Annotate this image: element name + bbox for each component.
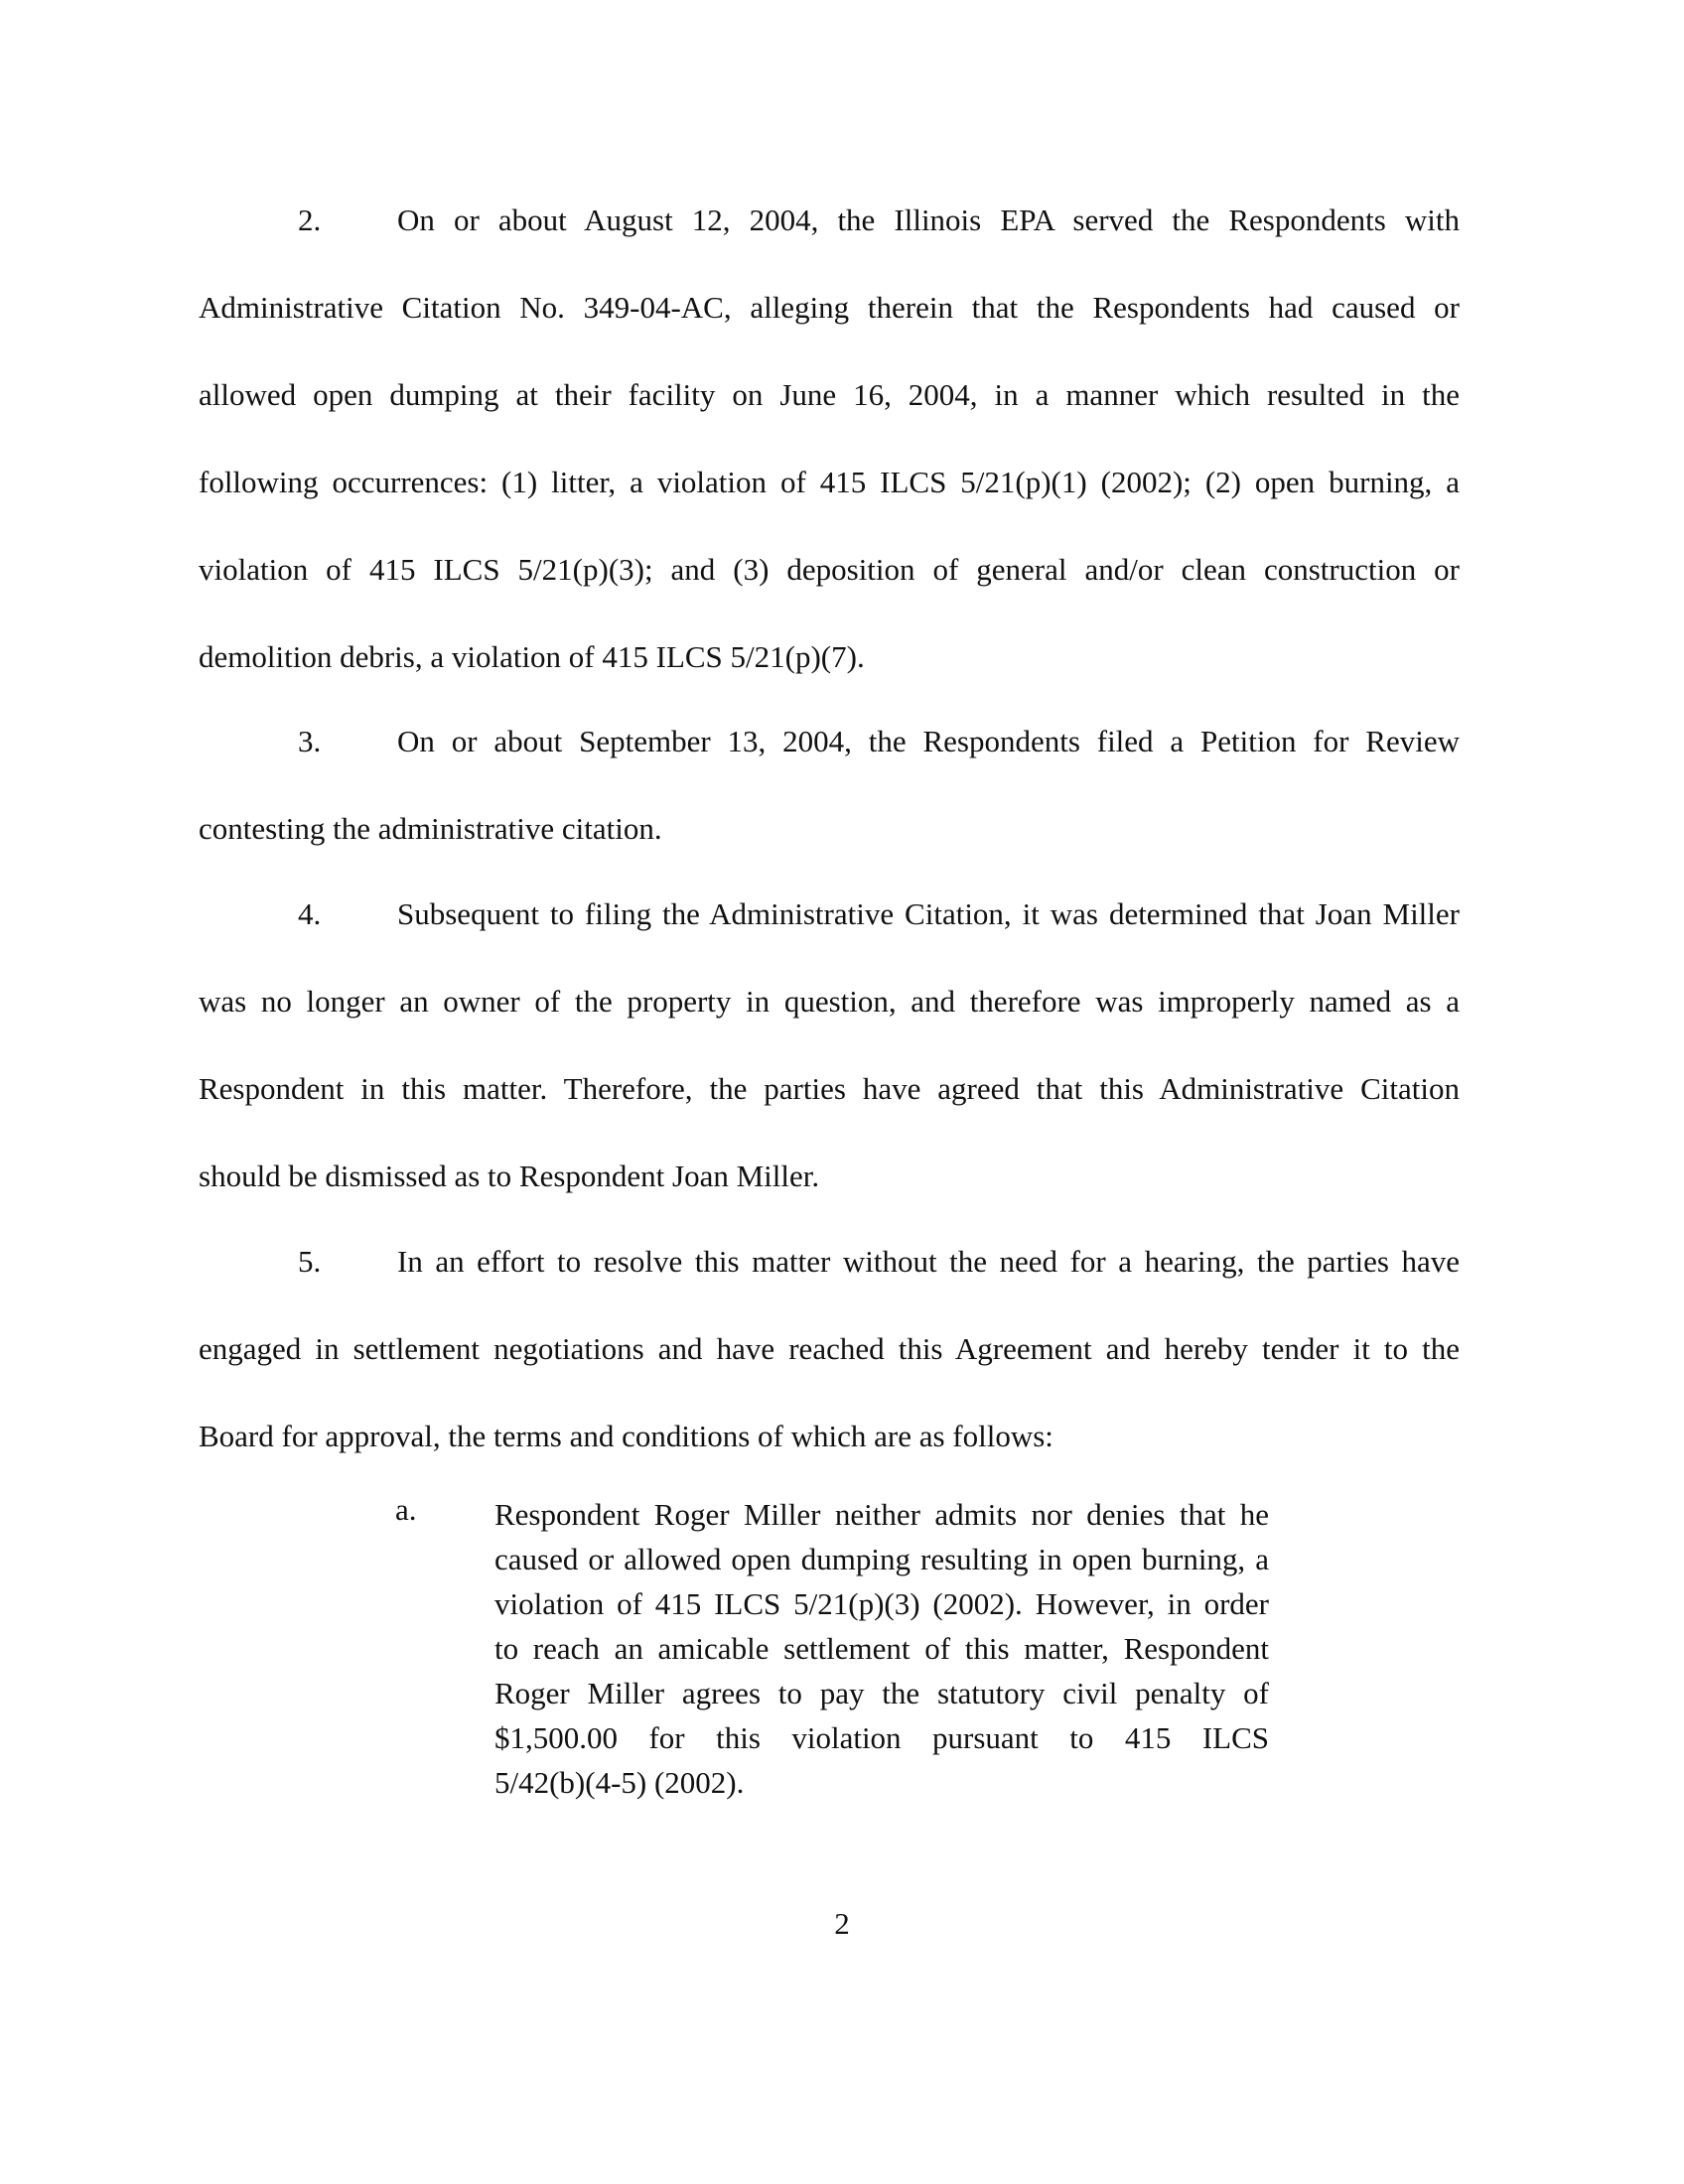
subitem-line: caused or allowed open dumping resulting in open burning, a: [494, 1542, 1269, 1576]
paragraph-line: Respondent in this matter. Therefore, the parties have agreed that this Administrative Citation: [199, 1071, 1460, 1106]
paragraph-line: demolition debris, a violation of 415 ILCS 5/21(p)(7).: [199, 639, 865, 674]
paragraph-line: violation of 415 ILCS 5/21(p)(3); and (3) deposition of general and/or clean construction or: [199, 552, 1460, 587]
paragraph-number: 3.: [298, 724, 322, 758]
paragraph-4: [199, 871, 1460, 1220]
subitem-line: $1,500.00 for this violation pursuant to 415 ILCS: [494, 1720, 1269, 1755]
paragraph-number: 4.: [298, 896, 322, 931]
paragraph-5: [199, 1218, 1460, 1480]
subitem-line: 5/42(b)(4-5) (2002).: [494, 1765, 745, 1800]
paragraph-line: 4. Subsequent to filing the Administrative Citation, it was determined that Joan Miller: [199, 871, 1460, 958]
paragraph-line: contesting the administrative citation.: [199, 811, 662, 846]
subitem-line: Respondent Roger Miller neither admits nor denies that he: [494, 1497, 1269, 1532]
paragraph-line: Board for approval, the terms and conditions of which are as follows:: [199, 1419, 1053, 1453]
subitem-marker: a.: [395, 1492, 417, 1527]
page-number: 2: [834, 1906, 850, 1941]
paragraph-line: should be dismissed as to Respondent Joan Miller.: [199, 1159, 820, 1193]
paragraph-number: 2.: [298, 203, 322, 237]
paragraph-line: following occurrences: (1) litter, a violation of 415 ILCS 5/21(p)(1) (2002); (2) open burning, a: [199, 465, 1460, 499]
subitem-line: violation of 415 ILCS 5/21(p)(3) (2002). However, in order: [494, 1586, 1269, 1621]
paragraph-line: engaged in settlement negotiations and have reached this Agreement and hereby tender it to the: [199, 1331, 1460, 1366]
paragraph-line: allowed open dumping at their facility on June 16, 2004, in a manner which resulted in the: [199, 377, 1460, 412]
subitem-line: Roger Miller agrees to pay the statutory civil penalty of: [494, 1676, 1269, 1710]
paragraph-number: 5.: [298, 1244, 322, 1279]
paragraph-line: was no longer an owner of the property in question, and therefore was improperly named as a: [199, 984, 1460, 1019]
paragraph-3: [199, 698, 1460, 873]
paragraph-line: 2. On or about August 12, 2004, the Illinois EPA served the Respondents with: [199, 177, 1460, 264]
paragraph-line: 3. On or about September 13, 2004, the Respondents filed a Petition for Review: [199, 698, 1460, 785]
subitem-body: [494, 1492, 1269, 1805]
subitem-line: to reach an amicable settlement of this matter, Respondent: [494, 1631, 1269, 1666]
paragraph-line: Administrative Citation No. 349-04-AC, alleging therein that the Respondents had caused or: [199, 290, 1460, 325]
paragraph-2: [199, 177, 1460, 701]
paragraph-line: 5. In an effort to resolve this matter without the need for a hearing, the parties have: [199, 1218, 1460, 1305]
